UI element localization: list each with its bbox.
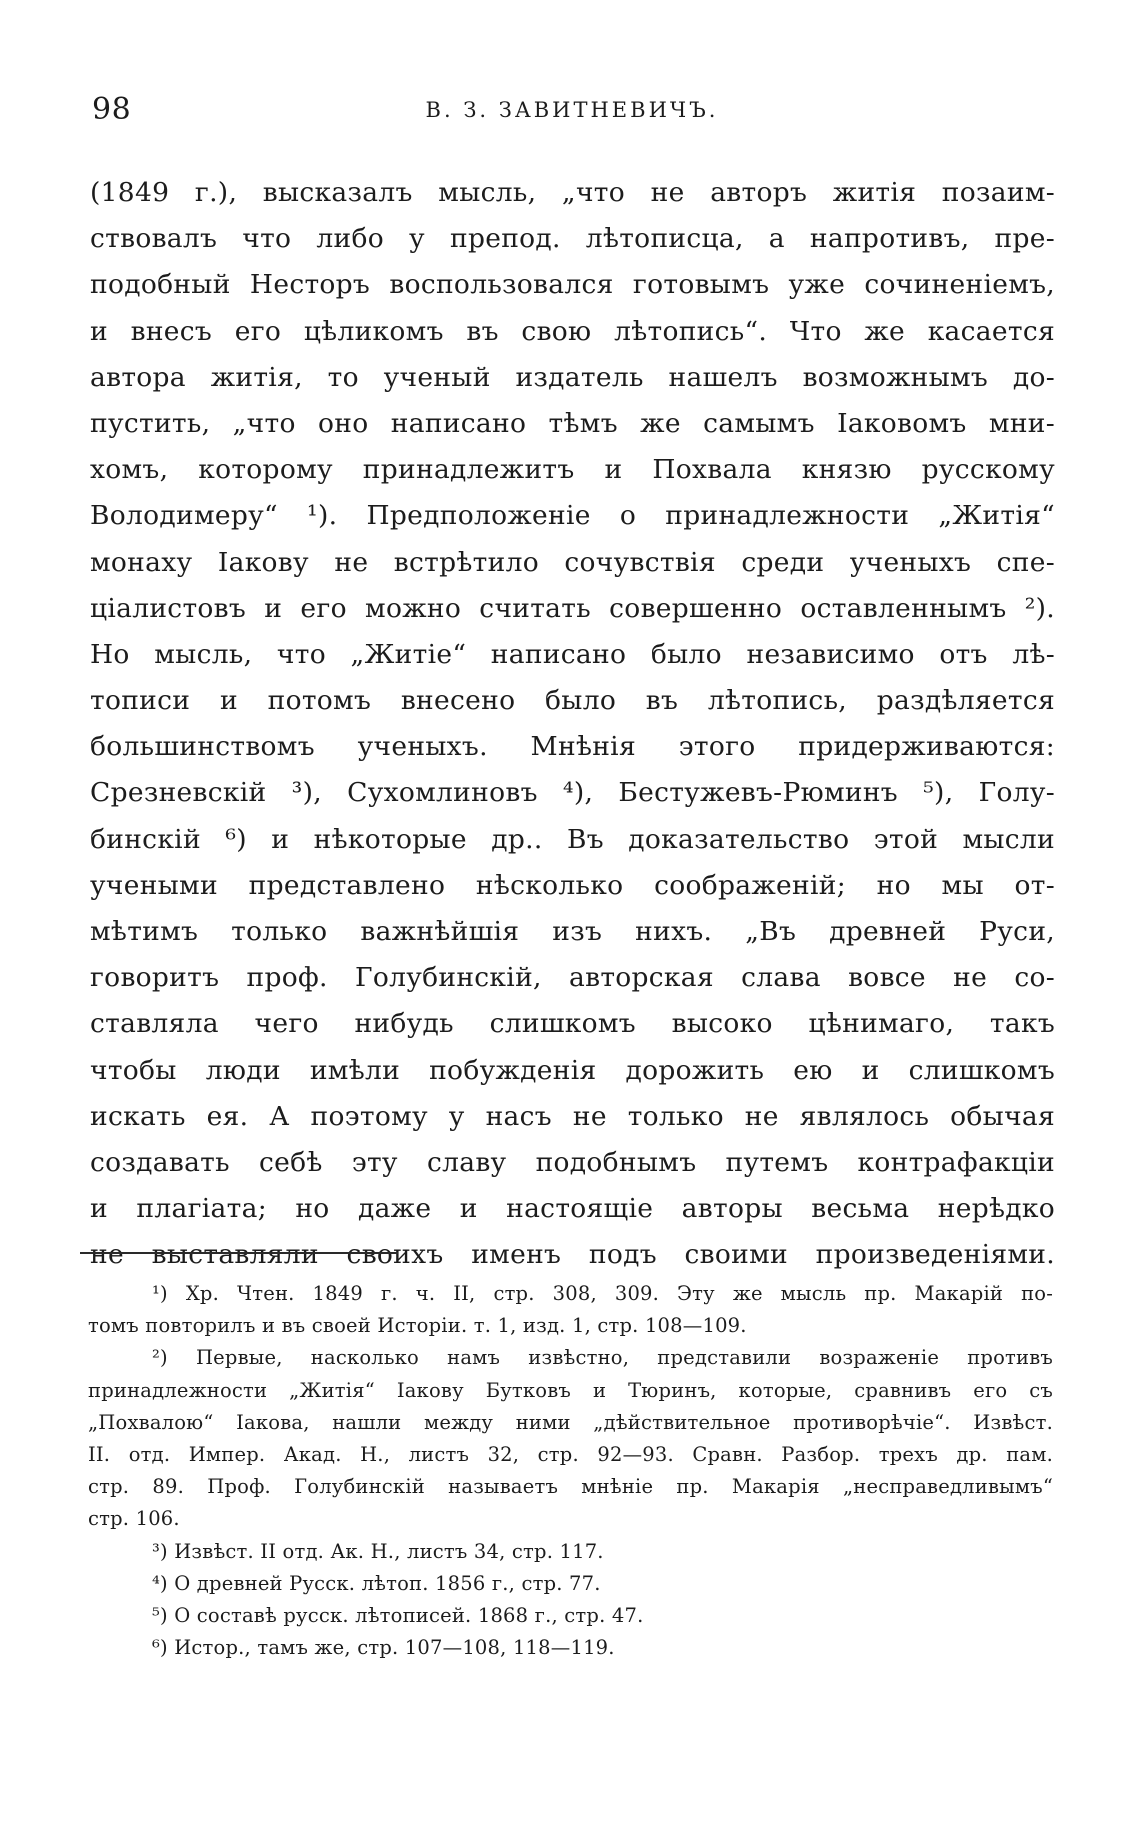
body-line: Но мысль, что „Житіе“ написано было независимо отъ лѣ- — [90, 638, 1055, 670]
body-line: автора житія, то ученый издатель нашелъ возможнымъ до- — [90, 361, 1055, 393]
footnote-line: ⁵) О составѣ русск. лѣтописей. 1868 г., стр. 47. — [152, 1603, 644, 1627]
footnote-line: ⁴) О древней Русск. лѣтоп. 1856 г., стр. 77. — [152, 1571, 601, 1595]
body-line: (1849 г.), высказалъ мысль, „что не авторъ житія позаим- — [90, 177, 1055, 208]
footnote-line: ²) Первые, насколько намъ извѣстно, представили возраженіе противъ — [152, 1346, 1053, 1370]
body-line: ціалистовъ и его можно считать совершенно оставленнымъ ²). — [90, 592, 1055, 624]
body-line: монаху Іакову не встрѣтило сочувствія среди ученыхъ спе- — [90, 546, 1055, 578]
body-line: большинствомъ ученыхъ. Мнѣнія этого придерживаются: — [90, 731, 1055, 763]
footnote-4 — [88, 1568, 1053, 1600]
footnote-line: II. отд. Импер. Акад. Н., листъ 32, стр. 92—93. Сравн. Разбор. трехъ др. пам. — [88, 1442, 1053, 1466]
footnote-6 — [88, 1632, 1053, 1664]
footnote-line: стр. 89. Проф. Голубинскій называетъ мнѣніе пр. Макарія „несправедливымъ“ — [88, 1475, 1053, 1499]
body-line: Срезневскій ³), Сухомлиновъ ⁴), Бестужевъ-Рюминъ ⁵), Голу- — [90, 777, 1055, 809]
body-line: ствовалъ что либо у препод. лѣтописца, а напротивъ, пре- — [90, 223, 1055, 255]
body-line: говоритъ проф. Голубинскій, авторская слава вовсе не со- — [90, 962, 1055, 994]
footnote-line: стр. 106. — [88, 1507, 180, 1531]
body-text — [90, 170, 1055, 1279]
body-line: мѣтимъ только важнѣйшія изъ нихъ. „Въ древней Руси, — [90, 916, 1055, 947]
body-line: тописи и потомъ внесено было въ лѣтопись, раздѣляется — [90, 685, 1055, 717]
footnote-line: ⁶) Истор., тамъ же, стр. 107—108, 118—119. — [152, 1636, 615, 1660]
footnote-3 — [88, 1536, 1053, 1568]
body-line: учеными представлено нѣсколько соображеній; но мы от- — [90, 869, 1055, 901]
body-line: искать ея. А поэтому у насъ не только не являлось обычая — [90, 1100, 1055, 1132]
body-line: чтобы люди имѣли побужденія дорожить ею и слишкомъ — [90, 1054, 1055, 1086]
page-number: 98 — [92, 92, 132, 127]
footnote-line: ³) Извѣст. II отд. Ак. Н., листъ 34, стр. 117. — [152, 1539, 604, 1563]
footnote-1 — [88, 1278, 1053, 1342]
footnote-divider — [80, 1252, 398, 1254]
footnotes — [88, 1278, 1053, 1664]
footnote-line: ¹) Хр. Чтен. 1849 г. ч. II, стр. 308, 309. Эту же мысль пр. Макарій по- — [152, 1282, 1053, 1305]
body-line: Володимеру“ ¹). Предположеніе о принадлежности „Житія“ — [90, 500, 1055, 532]
body-line: и внесъ его цѣликомъ въ свою лѣтопись“. Что же касается — [90, 315, 1055, 347]
body-line: создавать себѣ эту славу подобнымъ путемъ контрафакціи — [90, 1146, 1055, 1178]
footnote-2 — [88, 1342, 1053, 1535]
body-line: ставляла чего нибудь слишкомъ высоко цѣнимаго, такъ — [90, 1008, 1055, 1040]
footnote-line: принадлежности „Житія“ Іакову Бутковъ и Тюринъ, которые, сравнивъ его съ — [88, 1378, 1053, 1402]
body-line: не выставляли своихъ именъ подъ своими произведеніями. — [90, 1239, 1055, 1271]
footnote-5 — [88, 1600, 1053, 1632]
footnote-line: „Похвалою“ Іакова, нашли между ними „дѣйствительное противорѣчіе“. Извѣст. — [88, 1410, 1053, 1434]
running-head: В. З. ЗАВИТНЕВИЧЪ. — [425, 98, 719, 122]
body-line: хомъ, которому принадлежитъ и Похвала князю русскому — [90, 454, 1055, 486]
page-header — [92, 92, 1052, 132]
body-line: подобный Несторъ воспользовался готовымъ уже сочиненіемъ, — [90, 269, 1055, 301]
body-line: пустить, „что оно написано тѣмъ же самымъ Іаковомъ мни- — [90, 407, 1055, 439]
body-line: бинскій ⁶) и нѣкоторые др.. Въ доказательство этой мысли — [90, 823, 1055, 855]
body-line: и плагіата; но даже и настоящіе авторы весьма нерѣдко — [90, 1193, 1055, 1225]
footnote-line: томъ повторилъ и въ своей Исторіи. т. 1, изд. 1, стр. 108—109. — [88, 1314, 747, 1338]
